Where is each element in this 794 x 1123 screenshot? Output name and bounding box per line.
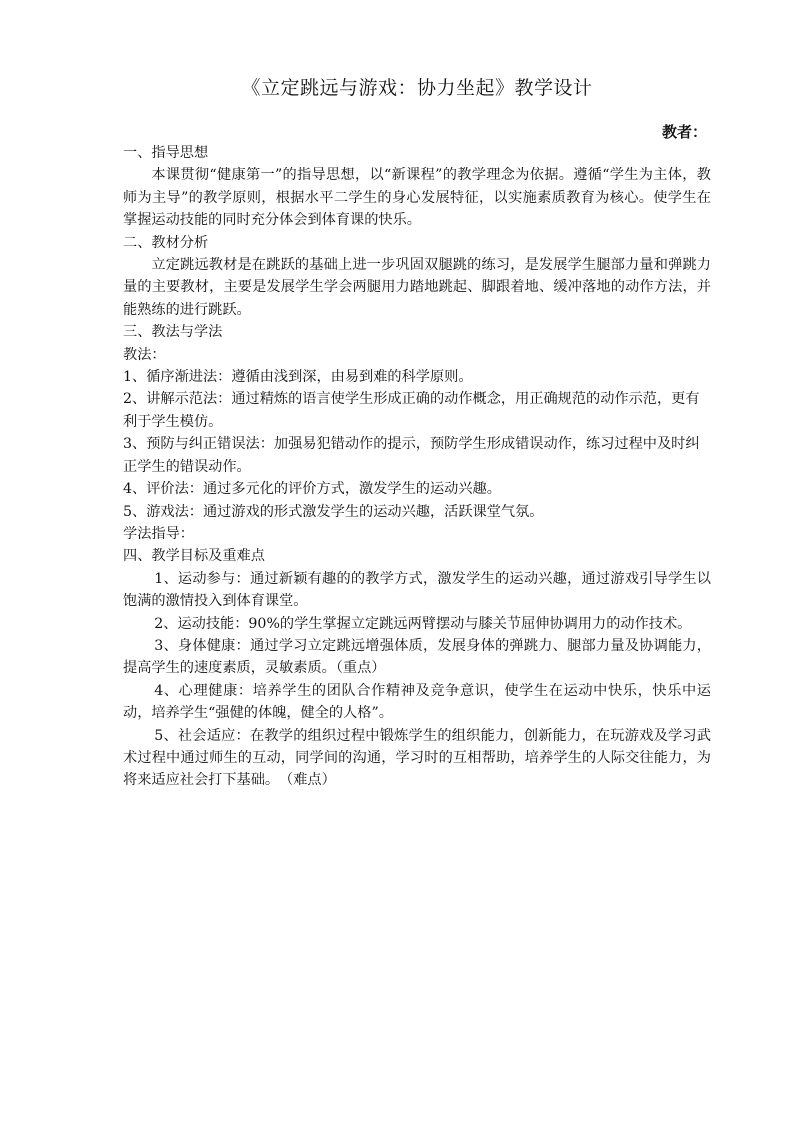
section-heading-guiding-thought: 一、指导思想	[123, 145, 209, 161]
method-item: 1、循序渐进法：遵循由浅到深，由易到难的科学原则。	[123, 369, 473, 386]
objective-item: 4、心理健康：培养学生的团队合作精神及竞争意识，使学生在运动中快乐，快乐中运动，培养学生“强健的体魄，健全的人格”。	[123, 682, 711, 722]
method-item: 2、讲解示范法：通过精炼的语言使学生形成正确的动作概念，用正确规范的动作示范，更有利于学生模仿。	[123, 391, 700, 430]
method-item: 3、预防与纠正错误法：加强易犯错动作的提示，预防学生形成错误动作，练习过程中及时纠正学生的错误动作。	[123, 436, 700, 475]
guiding-thought-paragraph: 本课贯彻“健康第一”的指导思想，以“新课程”的教学理念为依据。遵循“学生为主体，教师为主导”的教学原则，根据水平二学生的身心发展特征，以实施素质教育为核心。使学生在掌握运动技能的同时充分体会到体育课的快乐。	[123, 167, 711, 229]
method-item: 5、游戏法：通过游戏的形式激发学生的运动兴趣，活跃课堂气氛。	[123, 503, 544, 520]
teaching-methods-label: 教法：	[123, 346, 166, 363]
document-title: 《立定跳远与游戏：协力坐起》教学设计	[241, 77, 593, 99]
method-item: 4、评价法：通过多元化的评价方式，激发学生的运动兴趣。	[123, 481, 501, 498]
objective-item: 2、运动技能：90%的学生掌握立定跳远两臂摆动与膝关节屈伸协调用力的动作技术。	[154, 615, 692, 632]
section-heading-objectives: 四、教学目标及重难点	[123, 548, 265, 565]
objective-item: 5、社会适应：在教学的组织过程中锻炼学生的组织能力，创新能力，在玩游戏及学习武术过程中通过师生的互动，同学间的沟通，学习时的互相帮助，培养学生的人际交往能力，为将来适应社会打下基础。 （难点）	[123, 727, 711, 789]
learning-guidance-label: 学法指导：	[123, 525, 194, 542]
document-body	[123, 142, 711, 792]
section-heading-material-analysis: 二、教材分析	[123, 234, 209, 251]
material-analysis-paragraph: 立定跳远教材是在跳跃的基础上进一步巩固双腿跳的练习，是发展学生腿部力量和弹跳力量的主要教材，主要是发展学生学会两腿用力踏地跳起、脚跟着地、缓冲落地的动作方法，并能熟练的进行跳跃。	[123, 257, 711, 318]
objective-item: 3、身体健康：通过学习立定跳远增强体质，发展身体的弹跳力、腿部力量及协调能力，提高学生的速度素质，灵敏素质。（重点）	[123, 637, 711, 677]
author-label: 教者：	[661, 123, 707, 141]
section-heading-methods: 三、教法与学法	[123, 324, 223, 341]
objective-item: 1、运动参与：通过新颖有趣的的教学方式，激发学生的运动兴趣，通过游戏引导学生以饱满的激情投入到体育课堂。	[123, 570, 711, 610]
